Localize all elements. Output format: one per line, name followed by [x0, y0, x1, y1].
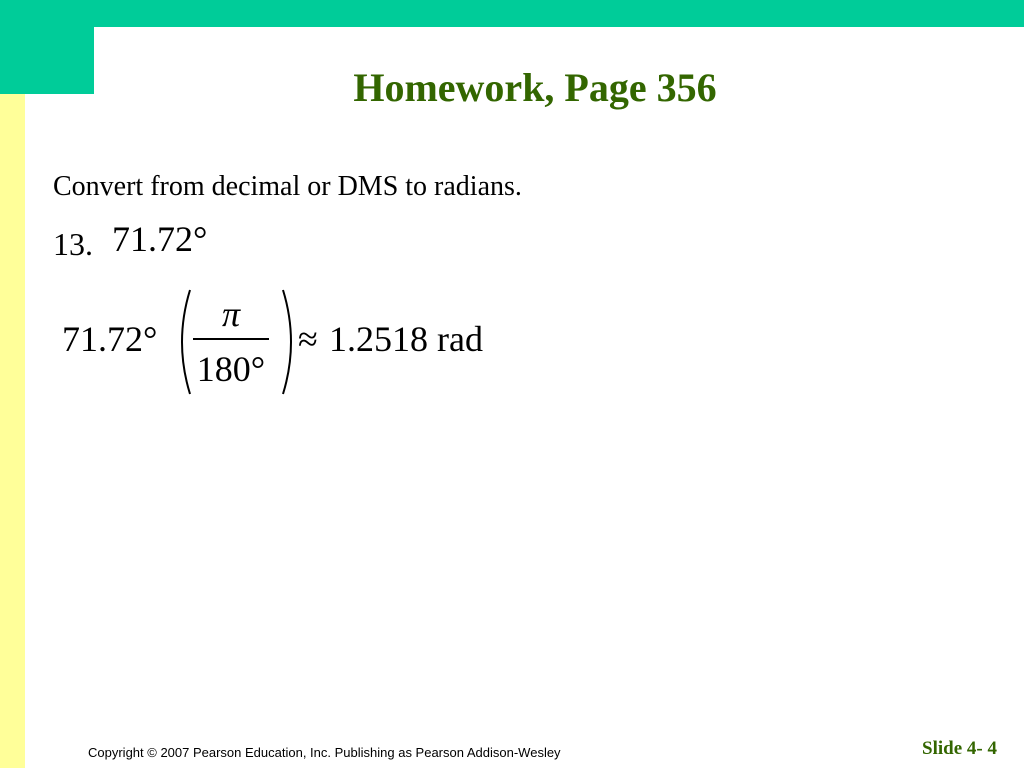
fraction-denominator: 180°: [196, 349, 266, 389]
left-parenthesis: [172, 288, 194, 396]
top-accent-bar: [0, 0, 1024, 27]
problem-angle: 71.72°: [112, 219, 208, 259]
side-accent-strip: [0, 94, 25, 768]
instruction-text: Convert from decimal or DMS to radians.: [53, 171, 522, 202]
corner-accent-block: [0, 0, 94, 94]
approx-symbol: ≈: [298, 319, 318, 359]
fraction-numerator: π: [221, 294, 241, 334]
slide-title: Homework, Page 356: [353, 65, 717, 110]
fraction-bar: [193, 338, 269, 340]
slide-number: Slide 4- 4: [922, 738, 997, 759]
copyright-footer: Copyright © 2007 Pearson Education, Inc. Publishing as Pearson Addison-Wesley: [88, 745, 561, 760]
equation-lhs: 71.72°: [62, 319, 158, 359]
problem-number: 13.: [53, 226, 93, 262]
equation-result: 1.2518 rad: [329, 319, 483, 359]
